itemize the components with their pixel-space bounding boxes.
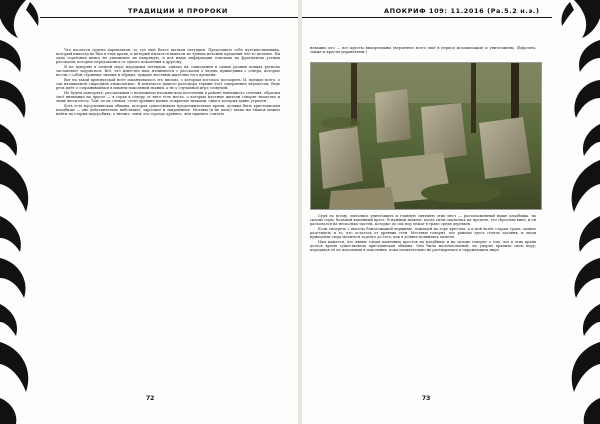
tribal-ornament-right xyxy=(556,0,600,424)
paragraph: Если смотреть с высоты близлежащей вершины, лежащей на горе крестом, а к ней ведёт старая тропа, можно разглядеть и то, что осталось от древних стен. Местные говорят, что раньше здесь стояла часовня, и люди приходили сюда молиться задолго до того, как в долине появились мечети. xyxy=(310,226,536,240)
paragraph: Я не доверяю в полной мере народным легендам, однако их совпадения в самых разных концах региона заставляют задуматься. Всё, что известно нам, начинается с рассказов о людях, пришедших с севера, которые несли с собой странные знания и обряды, чуждые местным жителям того времени. xyxy=(56,64,280,78)
paragraph: Судя по всему, пытались уничтожить и главную святыню этих мест — расположенный выше кладбища, на склоне горы, большой каменный крест. В нужный момент, когда силы оказались на пределе, его сбросили вниз, и он раскололся на несколько частей, которые до сих пор лежат в траве среди деревьев. xyxy=(310,214,536,227)
header-rule xyxy=(40,17,298,18)
page-number: 72 xyxy=(146,395,155,402)
paragraph: Что касается ордена хармалитов, то тут ещё более шаткая ситуация. Представьте себе путешественника, который никогда не был в этих краях, и который пытается вывести из тумана неясных преданий что-то цельное. Ни одна серьёзная книга не упоминает их напрямую, и вся наша информация основана на фрагментах устных рассказов, которые передавались от одного поколения к другому. xyxy=(56,48,280,65)
paragraph: Хоть есть мусульманская община, которая существовала продолжительное время, должна быть христианская кладбище — оно действительно небольшое, заросшее и запущенное. Мотивы (и не мало) таких же знаков можно найти на старых надгробиях, а значит, связь эта гораздо древнее, чем принято считать. xyxy=(56,103,280,116)
header-rule xyxy=(302,17,552,18)
tribal-ornament-left xyxy=(0,0,44,424)
text-column xyxy=(310,214,536,384)
page-header: ТРАДИЦИИ И ПРОРОКИ xyxy=(128,7,228,15)
right-page xyxy=(302,0,600,424)
paragraph: Не будем повторять, рассказывая о возможном итальянском поселении в районе нынешнего селения, обратим своё внимание на другое — в горах к северу от него есть места, о которых местные жители говорят неохотно и лишь вполголоса. Там, по их словам, стоят древние камни, покрытые знаками, смысл которых давно утрачен. xyxy=(56,90,280,103)
text-column xyxy=(56,48,280,384)
left-page xyxy=(0,0,298,424)
gravestones-photo xyxy=(310,62,542,210)
paragraph: неважно кто — все кресты выкорчеваны (вероятнее всего ещё в период исламизации) и уничтожены. (Впрочем, также и кресты управляемы.) xyxy=(310,46,536,55)
page-number: 73 xyxy=(422,395,431,402)
paragraph: Вот на такой критической ноте заканчивалось это письмо, с которым хотелось поспорить. И, прежде всего, о так называемой «народной этимологии». В контексте нашего разговора термин этот совершенно неуместен. Ведь речь идёт о сохранившемся в памяти поколений знании, а не о случайной игре созвучий. xyxy=(56,77,280,91)
paragraph: Нам кажется, что явные следы каменных крестов на кладбище и на склоне говорят о том, что в этих краях долгое время существовала христианская община. Она была малочисленной, но упорно хранила свою веру, передавая её из поколения в поколение, пока окончательно не растворилась в окружающем мире. xyxy=(310,239,536,252)
text-column-top xyxy=(310,46,536,58)
page-header: АПОКРИФ 109: 11.2016 (Ра.5.2 н.э.) xyxy=(384,7,540,15)
